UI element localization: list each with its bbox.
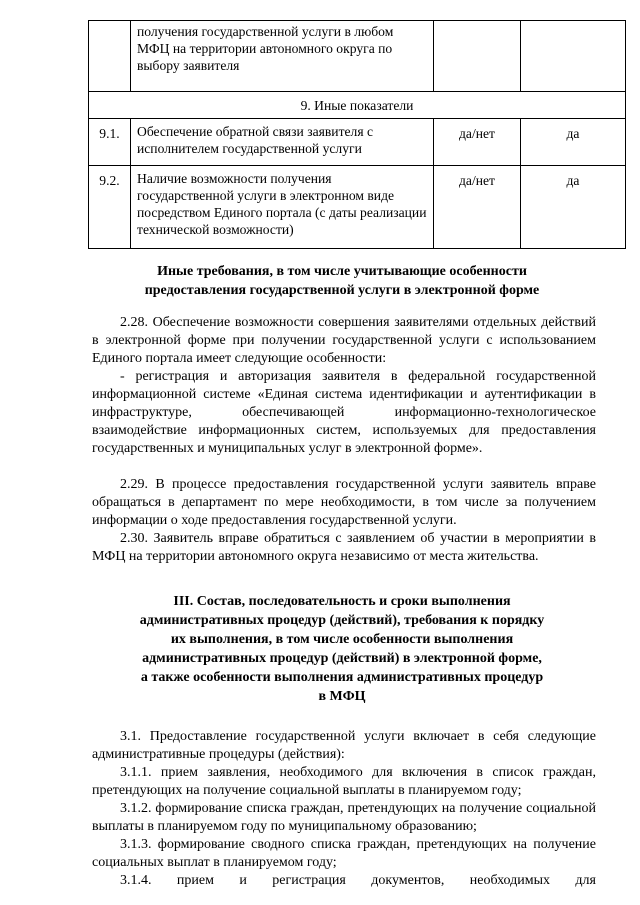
heading-line: III. Состав, последовательность и сроки выполнения	[173, 594, 511, 609]
row-value	[521, 21, 626, 92]
table-row	[89, 119, 626, 166]
heading-line: их выполнения, в том числе особенности выполнения	[170, 632, 514, 647]
row-text: получения государственной услуги в любом МФЦ на территории автономного округа по выбору заявителя	[131, 21, 434, 92]
row-number	[89, 21, 131, 92]
row-text: Обеспечение обратной связи заявителя с исполнителем государственной услуги	[131, 119, 434, 166]
section-heading-other-requirements	[88, 262, 596, 300]
table-row	[89, 21, 626, 92]
paragraph-3-1-3: 3.1.3. формирование сводного списка граждан, претендующих на получение социальных выплат в планируемом году;	[92, 837, 596, 870]
paragraph-2-29: 2.29. В процессе предоставления государственной услуги заявитель вправе обращаться в департамент по мере необходимости, в том числе за получением информации о ходе предоставления государственной услуги.	[92, 477, 596, 528]
paragraph-3-1-4: 3.1.4. прием и регистрация документов, необходимых для	[120, 873, 596, 888]
paragraph-3-1-1: 3.1.1. прием заявления, необходимого для включения в список граждан, претендующих на получение социальной выплаты в планируемом году;	[92, 765, 596, 798]
section-title: 9. Иные показатели	[89, 92, 626, 119]
heading-line: административных процедур (действий), требования к порядку	[139, 613, 545, 628]
indicators-table	[88, 20, 626, 249]
heading-line: в МФЦ	[318, 689, 366, 704]
paragraph-3-1-2: 3.1.2. формирование списка граждан, претендующих на получение социальной выплаты в планируемом году по муниципальному образованию;	[92, 801, 596, 834]
row-number: 9.2.	[89, 166, 131, 249]
row-value: да	[521, 119, 626, 166]
row-text: Наличие возможности получения государственной услуги в электронном виде посредством Единого портала (с даты реализации технической возможности)	[131, 166, 434, 249]
paragraph-2-28: 2.28. Обеспечение возможности совершения заявителями отдельных действий в электронной форме при получении государственной услуги с использованием Единого портала имеет следующие особенности:	[92, 315, 596, 366]
row-unit: да/нет	[434, 119, 521, 166]
paragraph-2-28-item: - регистрация и авторизация заявителя в федеральной государственной информационной системе «Единая система идентификации и аутентификации в инфраструктуре, обеспечивающей информационно-технологическое взаимодействие информационных систем, используемых для предоставления государственных и муниципальных услуг в электронной форме».	[92, 369, 596, 456]
table-row	[89, 166, 626, 249]
row-value: да	[521, 166, 626, 249]
heading-line: Иные требования, в том числе учитывающие особенности	[157, 264, 527, 279]
section-heading-iii	[88, 592, 596, 706]
heading-line: предоставления государственной услуги в электронной форме	[144, 283, 540, 298]
heading-line: а также особенности выполнения административных процедур	[140, 670, 544, 685]
table-section-row	[89, 92, 626, 119]
heading-line: административных процедур (действий) в электронной форме,	[142, 651, 542, 666]
row-number: 9.1.	[89, 119, 131, 166]
row-unit	[434, 21, 521, 92]
row-unit: да/нет	[434, 166, 521, 249]
paragraph-2-30: 2.30. Заявитель вправе обратиться с заявлением об участии в мероприятии в МФЦ на территории автономного округа независимо от места жительства.	[92, 531, 596, 564]
paragraph-3-1: 3.1. Предоставление государственной услуги включает в себя следующие административные процедуры (действия):	[92, 729, 596, 762]
